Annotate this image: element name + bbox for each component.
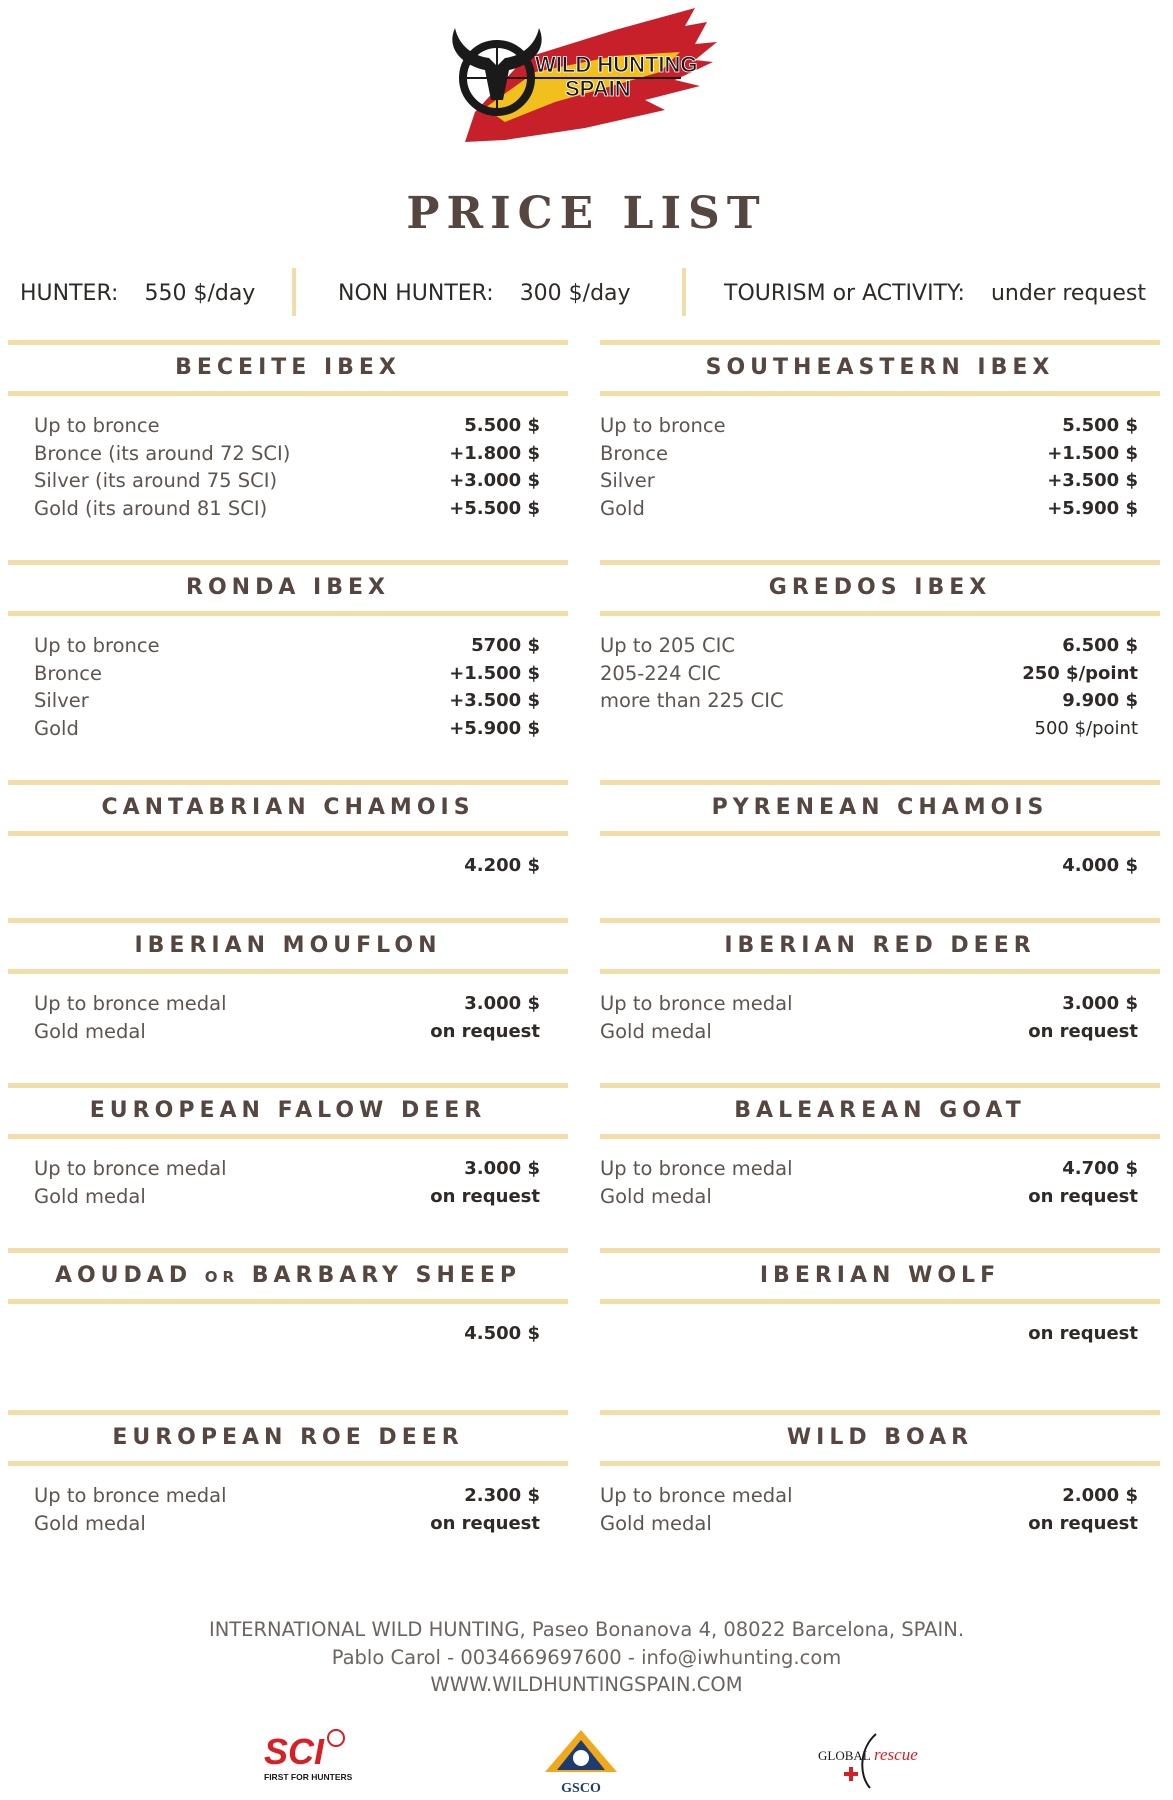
price-row-label: Up to bronce medal — [600, 992, 793, 1015]
price-row-label: Up to bronce medal — [34, 1484, 227, 1507]
price-row — [8, 687, 568, 715]
price-row-label: Up to bronce medal — [600, 1484, 793, 1507]
price-row-value: on request — [1028, 1323, 1138, 1344]
price-rows — [600, 412, 1160, 522]
price-row — [8, 412, 568, 440]
rate-value: 300 $/day — [519, 280, 631, 306]
price-rows — [600, 632, 1160, 742]
price-row-value: 6.500 $ — [1062, 635, 1138, 656]
rate-label: HUNTER: — [20, 280, 119, 306]
price-row-value: +5.500 $ — [449, 497, 540, 519]
price-row — [600, 1320, 1160, 1348]
price-row-label: Gold medal — [34, 1511, 146, 1535]
price-row — [600, 1155, 1160, 1183]
price-row-value: +5.900 $ — [1047, 497, 1138, 519]
section-aoudad-or-barbary-sheep — [8, 1248, 568, 1348]
section-bottom-rule — [8, 969, 568, 974]
rate-tourism — [724, 270, 1146, 316]
price-rows — [8, 1320, 568, 1348]
price-row-value: 5.500 $ — [1062, 415, 1138, 436]
price-row — [8, 715, 568, 743]
price-row-label: Up to bronce medal — [600, 1157, 793, 1180]
price-row-label: Silver — [600, 469, 655, 492]
price-row-value: 500 $/point — [1034, 717, 1138, 739]
price-row — [8, 467, 568, 495]
price-row-value: 4.500 $ — [464, 1323, 540, 1344]
gsco-logo-name: GSCO — [561, 1781, 601, 1796]
price-row-value: +3.000 $ — [449, 470, 540, 491]
section-bottom-rule — [8, 1299, 568, 1304]
footer-website: WWW.WILDHUNTINGSPAIN.COM — [430, 1673, 743, 1696]
section-iberian-wolf — [600, 1248, 1160, 1348]
price-row — [8, 632, 568, 660]
section-bottom-rule — [600, 831, 1160, 836]
section-iberian-mouflon — [8, 918, 568, 1045]
price-row-value: +5.900 $ — [449, 717, 540, 739]
price-row-value: +1.500 $ — [1047, 442, 1138, 464]
price-row — [600, 1183, 1160, 1211]
price-row-value: 4.000 $ — [1062, 855, 1138, 876]
price-row-label: Up to bronce medal — [34, 1157, 227, 1180]
price-row — [600, 715, 1160, 743]
sci-logo-name: SCI — [264, 1731, 325, 1772]
price-row — [600, 990, 1160, 1018]
price-row-value: +1.800 $ — [449, 442, 540, 464]
section-european-roe-deer — [8, 1410, 568, 1537]
section-ronda-ibex — [8, 560, 568, 742]
section-title: RONDA IBEX — [186, 575, 390, 600]
price-rows — [600, 1482, 1160, 1537]
price-row-value: on request — [430, 1020, 540, 1042]
price-row-label: Silver — [34, 689, 89, 712]
section-bottom-rule — [600, 1461, 1160, 1466]
section-title: IBERIAN WOLF — [759, 1263, 1001, 1288]
price-row-value: on request — [1028, 1512, 1138, 1534]
section-bottom-rule — [8, 391, 568, 396]
section-iberian-red-deer — [600, 918, 1160, 1045]
price-row-value: +1.500 $ — [449, 662, 540, 684]
price-row — [600, 852, 1160, 880]
logo-text-line2: SPAIN — [565, 76, 631, 101]
price-rows — [600, 990, 1160, 1045]
price-row — [600, 1018, 1160, 1046]
price-row — [600, 1482, 1160, 1510]
section-bottom-rule — [600, 969, 1160, 974]
price-row-label: Bronce (its around 72 SCI) — [34, 441, 291, 465]
price-row — [600, 687, 1160, 715]
price-rows — [600, 1320, 1160, 1348]
price-row-value: 9.900 $ — [1062, 690, 1138, 711]
footer-address: INTERNATIONAL WILD HUNTING, Paseo Bonanova 4, 08022 Barcelona, SPAIN. — [208, 1618, 965, 1641]
section-bottom-rule — [600, 611, 1160, 616]
section-pyrenean-chamois — [600, 780, 1160, 880]
price-row-value: 5.500 $ — [464, 415, 540, 436]
section-title: EUROPEAN ROE DEER — [112, 1425, 464, 1450]
price-rows — [8, 1155, 568, 1210]
price-row-label: Gold medal — [600, 1511, 712, 1535]
price-row-value: on request — [1028, 1185, 1138, 1207]
footer — [0, 1616, 1173, 1699]
rate-label: TOURISM or ACTIVITY: — [724, 280, 965, 306]
price-row — [600, 467, 1160, 495]
price-rows — [8, 1482, 568, 1537]
price-row — [8, 495, 568, 523]
price-row-label: Up to bronce — [34, 634, 160, 657]
price-row — [8, 660, 568, 688]
price-row-label: more than 225 CIC — [600, 689, 784, 712]
section-title: IBERIAN MOUFLON — [134, 933, 442, 958]
section-title: BECEITE IBEX — [175, 355, 401, 380]
price-row — [8, 1482, 568, 1510]
rate-non-hunter — [338, 270, 631, 316]
price-row-value: 4.700 $ — [1062, 1158, 1138, 1179]
price-row-label: Silver (its around 75 SCI) — [34, 469, 278, 492]
section-title-part: OR — [204, 1268, 240, 1286]
price-row-label: Up to bronce medal — [34, 992, 227, 1015]
global-rescue-logo-part1: GLOBAL — [818, 1748, 871, 1763]
price-row — [8, 1510, 568, 1538]
section-beceite-ibex — [8, 340, 568, 522]
section-gredos-ibex — [600, 560, 1160, 742]
price-row-label: Bronce — [600, 441, 668, 465]
price-row — [8, 990, 568, 1018]
price-row-value: 4.200 $ — [464, 855, 540, 876]
gsco-logo — [541, 1726, 621, 1796]
divider — [292, 268, 296, 316]
price-row — [600, 495, 1160, 523]
section-title-part: BARBARY SHEEP — [239, 1263, 522, 1288]
section-bottom-rule — [8, 611, 568, 616]
price-row-value: on request — [430, 1185, 540, 1207]
price-rows — [600, 1155, 1160, 1210]
section-title: PYRENEAN CHAMOIS — [711, 795, 1049, 820]
rate-label: NON HUNTER: — [338, 280, 494, 306]
price-row-label: Up to 205 CIC — [600, 634, 736, 657]
section-bottom-rule — [8, 831, 568, 836]
price-row-value: 3.000 $ — [464, 1158, 540, 1179]
price-row-label: Gold medal — [34, 1019, 146, 1043]
price-row-value: 5700 $ — [471, 635, 540, 656]
price-row-label: Gold medal — [600, 1184, 712, 1208]
section-balearean-goat — [600, 1083, 1160, 1210]
section-european-falow-deer — [8, 1083, 568, 1210]
price-row-label: Gold medal — [600, 1019, 712, 1043]
price-row-value: 2.000 $ — [1062, 1485, 1138, 1506]
page-title: PRICE LIST — [406, 188, 767, 239]
section-title-part: AOUDAD — [54, 1263, 205, 1288]
price-rows — [8, 632, 568, 742]
price-row — [8, 1155, 568, 1183]
logo-text-line1: WILD HUNTING — [535, 52, 698, 77]
price-row — [8, 1320, 568, 1348]
price-row-label: Bronce — [34, 661, 102, 685]
section-title: SOUTHEASTERN IBEX — [705, 355, 1055, 380]
section-bottom-rule — [600, 1134, 1160, 1139]
section-southeastern-ibex — [600, 340, 1160, 522]
rate-hunter — [20, 270, 255, 316]
section-wild-boar — [600, 1410, 1160, 1537]
sci-logo-tagline: FIRST FOR HUNTERS — [264, 1772, 353, 1782]
price-row — [600, 1510, 1160, 1538]
price-row-label: Gold medal — [34, 1184, 146, 1208]
price-row — [600, 440, 1160, 468]
price-row-value: on request — [1028, 1020, 1138, 1042]
wild-hunting-spain-logo — [445, 0, 725, 150]
section-bottom-rule — [8, 1134, 568, 1139]
price-row-label: Up to bronce — [600, 414, 726, 437]
price-row — [600, 632, 1160, 660]
price-rows — [8, 412, 568, 522]
section-bottom-rule — [600, 1299, 1160, 1304]
section-bottom-rule — [8, 1461, 568, 1466]
price-row-value: on request — [430, 1512, 540, 1534]
price-rows — [600, 852, 1160, 880]
price-row-label: Up to bronce — [34, 414, 160, 437]
price-row — [8, 1183, 568, 1211]
price-row-label: 205-224 CIC — [600, 661, 721, 685]
price-row-value: 2.300 $ — [464, 1485, 540, 1506]
price-row-value: 3.000 $ — [464, 993, 540, 1014]
section-title: GREDOS IBEX — [768, 575, 992, 600]
price-row — [8, 440, 568, 468]
section-bottom-rule — [600, 391, 1160, 396]
section-title: EUROPEAN FALOW DEER — [89, 1098, 487, 1123]
price-row-label: Gold (its around 81 SCI) — [34, 496, 268, 520]
price-rows — [8, 852, 568, 880]
price-row-value: +3.500 $ — [1047, 470, 1138, 491]
price-row-value: +3.500 $ — [449, 690, 540, 711]
section-title — [8, 1253, 568, 1299]
price-row — [8, 1018, 568, 1046]
price-rows — [8, 990, 568, 1045]
price-row-label: Gold — [600, 496, 645, 520]
rate-value: 550 $/day — [144, 280, 256, 306]
price-row — [8, 852, 568, 880]
footer-contact: Pablo Carol - 0034669697600 - info@iwhunting.com — [331, 1645, 842, 1669]
price-row-value: 250 $/point — [1022, 662, 1138, 684]
section-title: WILD BOAR — [786, 1425, 974, 1450]
section-cantabrian-chamois — [8, 780, 568, 880]
section-title: IBERIAN RED DEER — [724, 933, 1036, 958]
global-rescue-logo-part2: rescue — [874, 1745, 918, 1764]
rate-value: under request — [990, 280, 1146, 306]
section-title: BALEAREAN GOAT — [734, 1098, 1026, 1123]
global-rescue-logo — [816, 1726, 936, 1796]
sci-logo — [262, 1728, 358, 1784]
price-row — [600, 660, 1160, 688]
divider — [682, 268, 686, 316]
section-title: CANTABRIAN CHAMOIS — [101, 795, 475, 820]
price-row-label: Gold — [34, 716, 79, 740]
price-row — [600, 412, 1160, 440]
price-row-value: 3.000 $ — [1062, 993, 1138, 1014]
